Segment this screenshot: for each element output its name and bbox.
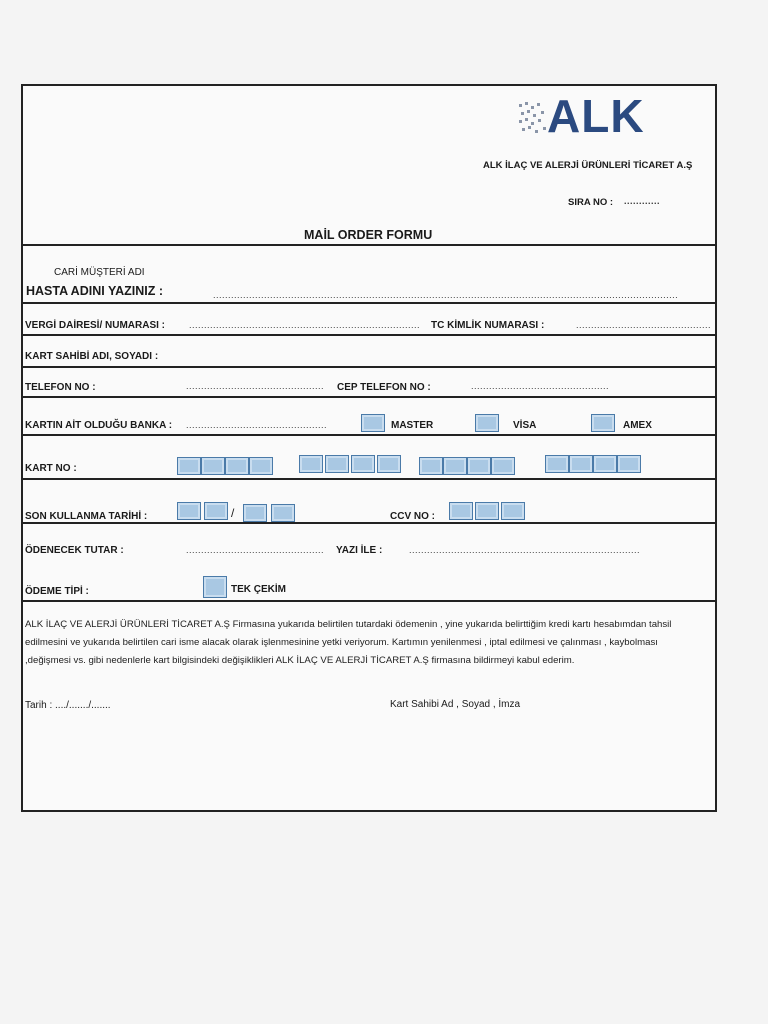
logo-dots-icon bbox=[517, 100, 551, 140]
kart-no-digit-box[interactable] bbox=[325, 455, 349, 473]
divider bbox=[23, 478, 715, 480]
kart-no-digit-box[interactable] bbox=[443, 457, 467, 475]
kart-no-digit-box[interactable] bbox=[299, 455, 323, 473]
yazi-input[interactable]: ............................................................................. bbox=[409, 545, 641, 555]
tutar-label: ÖDENECEK TUTAR : bbox=[25, 545, 124, 556]
tc-input[interactable]: ............................................. bbox=[576, 320, 712, 330]
exp-year-box[interactable] bbox=[243, 504, 267, 522]
tutar-input[interactable]: .............................................. bbox=[186, 545, 325, 555]
yazi-label: YAZI İLE : bbox=[336, 545, 383, 556]
ccv-label: CCV NO : bbox=[390, 511, 435, 522]
divider bbox=[23, 302, 715, 304]
sira-value[interactable]: ............ bbox=[624, 196, 661, 206]
kart-no-digit-box[interactable] bbox=[351, 455, 375, 473]
cep-label: CEP TELEFON NO : bbox=[337, 382, 431, 393]
kart-no-digit-box[interactable] bbox=[593, 455, 617, 473]
imza-label: Kart Sahibi Ad , Soyad , İmza bbox=[390, 699, 521, 710]
tc-label: TC KİMLİK NUMARASI : bbox=[431, 320, 545, 331]
telefon-input[interactable]: .............................................. bbox=[186, 381, 325, 391]
master-checkbox[interactable] bbox=[361, 414, 385, 432]
amex-label: AMEX bbox=[623, 420, 652, 431]
kart-no-digit-box[interactable] bbox=[377, 455, 401, 473]
divider bbox=[23, 434, 715, 436]
kart-no-digit-box[interactable] bbox=[177, 457, 201, 475]
kart-no-digit-box[interactable] bbox=[249, 457, 273, 475]
tek-cekim-checkbox[interactable] bbox=[203, 576, 227, 598]
hasta-input[interactable]: ........................................................................................................................................................... bbox=[213, 290, 679, 300]
divider bbox=[23, 600, 715, 602]
divider bbox=[23, 244, 715, 246]
visa-checkbox[interactable] bbox=[475, 414, 499, 432]
cari-label: CARİ MÜŞTERİ ADI bbox=[54, 267, 145, 278]
kart-no-digit-box[interactable] bbox=[467, 457, 491, 475]
amex-checkbox[interactable] bbox=[591, 414, 615, 432]
telefon-label: TELEFON NO : bbox=[25, 382, 96, 393]
master-label: MASTER bbox=[391, 420, 434, 431]
vergi-input[interactable]: ............................................................................. bbox=[189, 320, 421, 330]
kart-no-digit-box[interactable] bbox=[225, 457, 249, 475]
exp-year-box[interactable] bbox=[271, 504, 295, 522]
kart-no-digit-box[interactable] bbox=[617, 455, 641, 473]
divider bbox=[23, 522, 715, 524]
exp-month-box[interactable] bbox=[204, 502, 228, 520]
kart-no-label: KART NO : bbox=[25, 463, 77, 474]
ccv-digit-box[interactable] bbox=[501, 502, 525, 520]
divider bbox=[23, 396, 715, 398]
exp-month-box[interactable] bbox=[177, 502, 201, 520]
form-title: MAİL ORDER FORMU bbox=[304, 228, 433, 242]
mail-order-form bbox=[21, 84, 717, 812]
cep-input[interactable]: .............................................. bbox=[471, 381, 610, 391]
tek-cekim-label: TEK ÇEKİM bbox=[231, 584, 286, 595]
ccv-digit-box[interactable] bbox=[449, 502, 473, 520]
banka-label: KARTIN AİT OLDUĞU BANKA : bbox=[25, 420, 173, 431]
divider bbox=[23, 366, 715, 368]
tarih-field[interactable]: Tarih : ..../......./....... bbox=[25, 700, 111, 711]
kart-no-digit-box[interactable] bbox=[491, 457, 515, 475]
banka-input[interactable]: ............................................... bbox=[186, 420, 328, 430]
kart-sahibi-label: KART SAHİBİ ADI, SOYADI : bbox=[25, 351, 159, 362]
ccv-digit-box[interactable] bbox=[475, 502, 499, 520]
kart-no-digit-box[interactable] bbox=[201, 457, 225, 475]
son-kullanma-label: SON KULLANMA TARİHİ : bbox=[25, 511, 148, 522]
kart-no-digit-box[interactable] bbox=[419, 457, 443, 475]
kart-no-digit-box[interactable] bbox=[569, 455, 593, 473]
vergi-label: VERGİ DAİRESİ/ NUMARASI : bbox=[25, 320, 166, 331]
hasta-label: HASTA ADINI YAZINIZ : bbox=[26, 284, 164, 298]
odeme-label: ÖDEME TİPİ : bbox=[25, 586, 89, 597]
consent-paragraph: ALK İLAÇ VE ALERJİ ÜRÜNLERİ TİCARET A.Ş Firmasına yukarıda belirtilen tutardaki ödemenin , yine yukarıda belirttiğim kredi kartı hesabımdan tahsil edilmesini ve yukarıda belirtilen cari isme alacak olarak işlenmesinine yetki veriyorum. Kartımın yenilenmesi , iptal edilmesi ve çalınması , kaybolması ,değişmesi vs. gibi nedenlerle kart bilgisindeki değişiklikleri ALK İLAÇ VE ALERJİ TİCARET A.Ş firmasına bildirmeyi kabul ederim. bbox=[25, 619, 672, 666]
visa-label: VİSA bbox=[513, 420, 537, 431]
kart-no-digit-box[interactable] bbox=[545, 455, 569, 473]
logo-text: ALK bbox=[547, 90, 645, 142]
sira-label: SIRA NO : bbox=[568, 197, 614, 208]
company-name: ALK İLAÇ VE ALERJİ ÜRÜNLERİ TİCARET A.Ş bbox=[483, 160, 693, 171]
exp-separator: / bbox=[231, 506, 235, 520]
divider bbox=[23, 334, 715, 336]
